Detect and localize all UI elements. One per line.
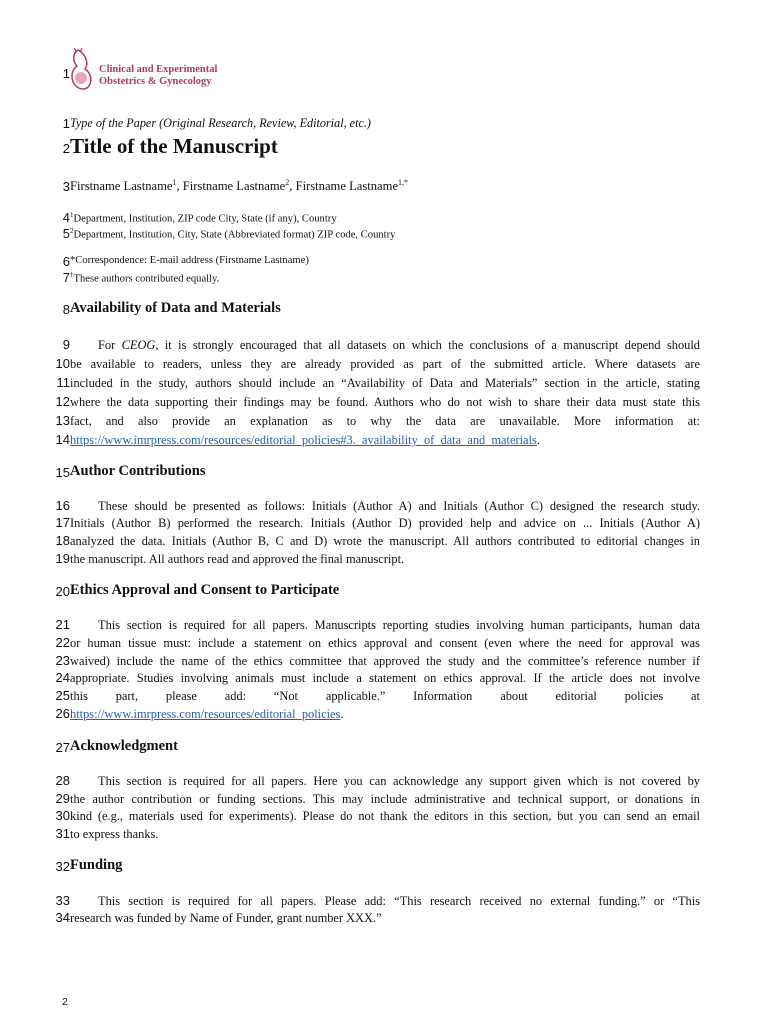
journal-emblem-icon xyxy=(64,46,98,96)
line-number: 16 xyxy=(55,498,70,513)
journal-name-line2: Obstetrics & Gynecology xyxy=(99,76,212,87)
author-1-affil: 1 xyxy=(172,178,177,187)
section-heading-ethics: Ethics Approval and Consent to Participate xyxy=(70,582,340,598)
line-number: 4 xyxy=(62,210,70,225)
paragraph-line: be available to readers, unless they are already provided as part of the submitted article. Where datasets are xyxy=(70,357,700,371)
data-policy-link[interactable]: https://www.imrpress.com/resources/editorial_policies#3._availability_of_data_and_materials xyxy=(70,433,537,447)
line-number: 28 xyxy=(55,773,70,788)
affiliation-1: $^1$Department, Institution, ZIP code City, State (if any), Country xyxy=(70,211,337,225)
line-number: 1 xyxy=(62,116,70,131)
line-number: 10 xyxy=(55,356,70,371)
journal-logo xyxy=(64,46,244,96)
paragraph-line: https://www.imrpress.com/resources/editorial_policies#3._availability_of_data_and_materials. xyxy=(70,433,540,447)
paragraph-line: this part, please add: “Not applicable.” Information about editorial policies at xyxy=(70,689,700,703)
author-2: Firstname Lastname xyxy=(182,179,286,194)
equal-contribution-note: †These authors contributed equally. xyxy=(70,271,220,285)
paragraph-line: For CEOG, it is strongly encouraged that all datasets on which the conclusions of a manuscript depend should xyxy=(98,338,701,352)
journal-name-line1: Clinical and Experimental xyxy=(99,64,218,75)
line-number: 7 xyxy=(62,270,70,285)
line-number: 2 xyxy=(62,141,70,156)
correspondence: *Correspondence: E-mail address (Firstname Lastname) xyxy=(70,255,309,266)
line-number: 13 xyxy=(55,413,70,428)
paragraph-line: These should be presented as follows: Initials (Author A) and Initials (Author C) designed the research study. xyxy=(98,499,700,513)
paragraph-line: to express thanks. xyxy=(70,827,159,841)
paragraph-line: where the data supporting their findings may be found. Authors who do not wish to share their data must state this xyxy=(70,395,700,409)
line-number: 30 xyxy=(55,808,70,823)
paragraph-line: or human tissue must: include a statement on ethics approval and consent (even where the need for approval was xyxy=(70,636,700,650)
line-number: 18 xyxy=(55,533,70,548)
paragraph-line: analyzed the data. Initials (Author B, C and D) wrote the manuscript. All authors contributed to editorial changes in xyxy=(70,534,700,548)
line-number: 9 xyxy=(62,337,70,352)
line-number: 25 xyxy=(55,688,70,703)
author-list: Firstname Lastname$^1$, Firstname Lastname$^2$, Firstname Lastname$^{1,*}$ xyxy=(70,178,409,194)
section-heading-contributions: Author Contributions xyxy=(70,463,206,479)
line-number: 32 xyxy=(55,859,70,874)
section-heading-availability: Availability of Data and Materials xyxy=(70,300,281,316)
paragraph-line: waived) include the name of the ethics committee that approved the study and the committee’s reference number if xyxy=(70,654,700,668)
paragraph-line: research was funded by Name of Funder, grant number XXX.” xyxy=(70,911,382,925)
affiliation-2: $^2$Department, Institution, City, State (Abbreviated format) ZIP code, Country xyxy=(70,227,396,241)
author-1: Firstname Lastname xyxy=(70,179,173,194)
author-3-affil: 1,* xyxy=(398,178,409,187)
line-number: 11 xyxy=(56,375,70,390)
page-number: 2 xyxy=(62,996,68,1008)
section-heading-acknowledgment: Acknowledgment xyxy=(70,738,178,754)
line-number: 34 xyxy=(55,910,70,925)
paper-type: Type of the Paper (Original Research, Review, Editorial, etc.) xyxy=(70,116,371,130)
line-number: 20 xyxy=(55,584,70,599)
line-number: 19 xyxy=(55,551,70,566)
line-number: 24 xyxy=(55,670,70,685)
line-number: 5 xyxy=(62,226,70,241)
paragraph-line: Initials (Author B) performed the research. Initials (Author D) provided help and advice on ... Initials (Author A) xyxy=(70,516,700,530)
line-number: 14 xyxy=(55,432,70,447)
line-number: 27 xyxy=(55,740,70,755)
line-number: 33 xyxy=(55,893,70,908)
paragraph-line: kind (e.g., materials used for experiments). Please do not thank the editors in this section, but you can send an email xyxy=(70,809,700,823)
line-number: 8 xyxy=(62,302,70,317)
author-2-affil: 2 xyxy=(285,178,290,187)
line-number: 26 xyxy=(55,706,70,721)
line-number: 12 xyxy=(55,394,70,409)
author-3: Firstname Lastname xyxy=(295,179,399,194)
line-number: 21 xyxy=(55,617,70,632)
paragraph-line: This section is required for all papers. Please add: “This research received no external funding.” or “This xyxy=(98,894,700,908)
paragraph-line: appropriate. Studies involving animals must include a statement on ethics approval. If the article does not involve xyxy=(70,671,700,685)
paragraph-line: This section is required for all papers. Here you can acknowledge any support given which is not covered by xyxy=(98,774,700,788)
line-number: 15 xyxy=(55,465,70,480)
line-number: 6 xyxy=(62,254,70,269)
line-number: 1 xyxy=(62,66,70,81)
paragraph-line: This section is required for all papers. Manuscripts reporting studies involving human participants, human data xyxy=(98,618,700,632)
line-number: 31 xyxy=(55,826,70,841)
paragraph-line: https://www.imrpress.com/resources/editorial_policies. xyxy=(70,707,344,721)
line-number: 29 xyxy=(55,791,70,806)
section-heading-funding: Funding xyxy=(70,857,123,873)
paragraph-line: the author contribution or funding sections. This may include administrative and technical support, or donations in xyxy=(70,792,700,806)
line-number: 23 xyxy=(55,653,70,668)
paragraph-line: fact, and also provide an explanation as to why the data are unavailable. More information at: xyxy=(70,414,700,428)
paragraph-line: included in the study, authors should include an “Availability of Data and Materials” section in the article, stating xyxy=(70,376,700,390)
manuscript-title: Title of the Manuscript xyxy=(70,134,278,158)
paragraph-line: the manuscript. All authors read and approved the final manuscript. xyxy=(70,552,405,566)
line-number: 3 xyxy=(62,179,70,194)
editorial-policies-link[interactable]: https://www.imrpress.com/resources/editorial_policies xyxy=(70,707,341,721)
line-number: 22 xyxy=(55,635,70,650)
line-number: 17 xyxy=(55,515,70,530)
